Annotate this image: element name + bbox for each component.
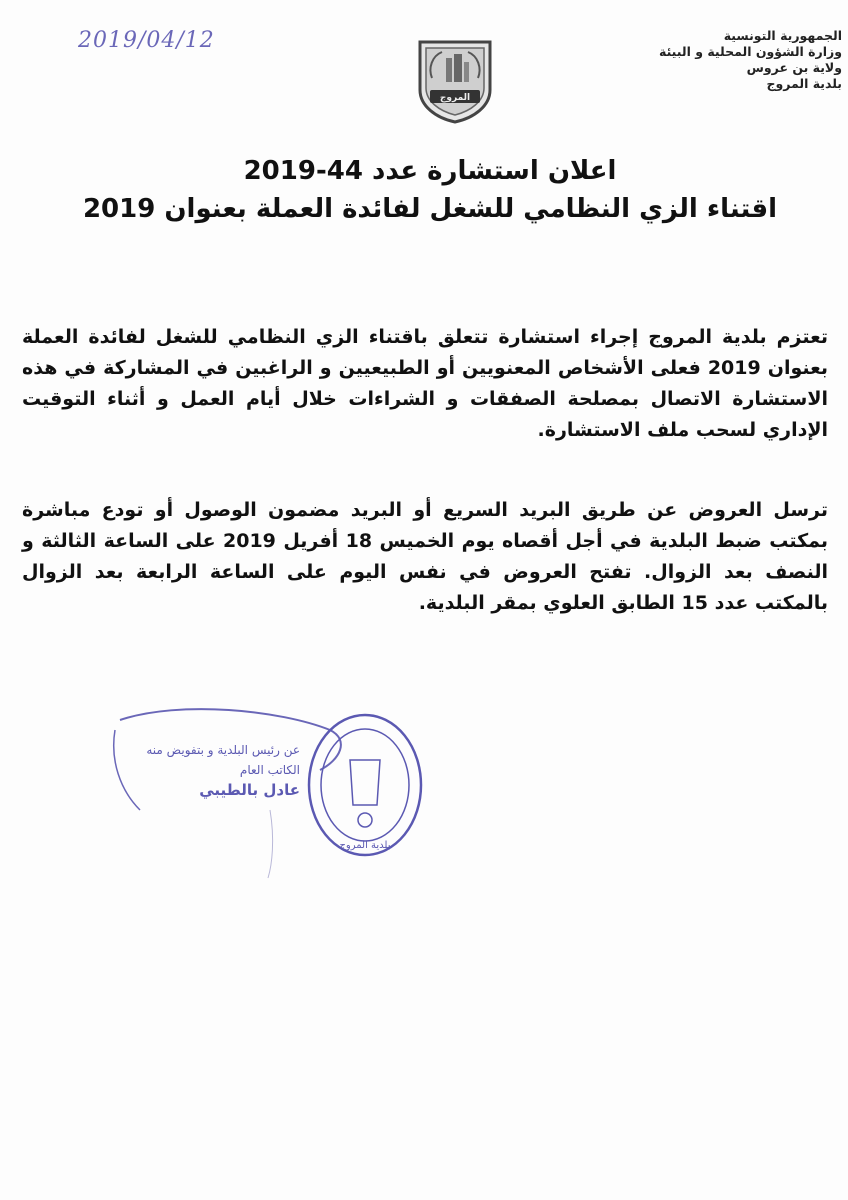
announcement-title [60,152,800,228]
signature-name: عادل بالطيبي [199,781,300,799]
letterhead-country: الجمهورية التونسية [723,28,842,43]
letterhead-governorate: ولاية بن عروس [746,60,842,75]
letterhead-ministry: وزارة الشؤون المحلية و البيئة [659,44,842,59]
body-paragraph-1: تعتزم بلدية المروج إجراء استشارة تتعلق باقتناء الزي النظامي للشغل لفائدة العملة بعنوان 2019 فعلى الأشخاص المعنويين أو الطبيعيين و الراغبين في المشاركة في هذه الاستشارة الاتصال بمصلحة الصفقات و الشراءات خلال أيام العمل و أثناء التوقيت الإداري لسحب ملف الاستشارة. [22,326,828,441]
letterhead [602,28,842,92]
signature-role: الكاتب العام [239,763,300,777]
title-line-1: اعلان استشارة عدد 44-2019 [243,156,617,186]
official-stamp-icon [305,710,425,860]
title-line-2: اقتناء الزي النظامي للشغل لفائدة العملة بعنوان 2019 [82,194,778,224]
municipality-logo-icon [412,38,498,124]
signature-text [110,740,300,800]
handwritten-date: 2019/04/12 [78,28,215,53]
signature-delegation: عن رئيس البلدية و بتفويض منه [146,743,300,757]
stamp-label: بلدية المروج [339,840,391,851]
letterhead-municipality: بلدية المروج [766,76,842,91]
body-paragraph-2: ترسل العروض عن طريق البريد السريع أو البريد مضمون الوصول أو تودع مباشرة بمكتب ضبط البلدية في أجل أقصاه يوم الخميس 18 أفريل 2019 على الساعة الثالثة و النصف بعد الزوال. تفتح العروض في نفس اليوم على الساعة الرابعة بعد الزوال بالمكتب عدد 15 الطابق العلوي بمقر البلدية. [22,499,828,614]
logo-label: المروج [439,93,471,103]
signature-area [100,700,460,880]
